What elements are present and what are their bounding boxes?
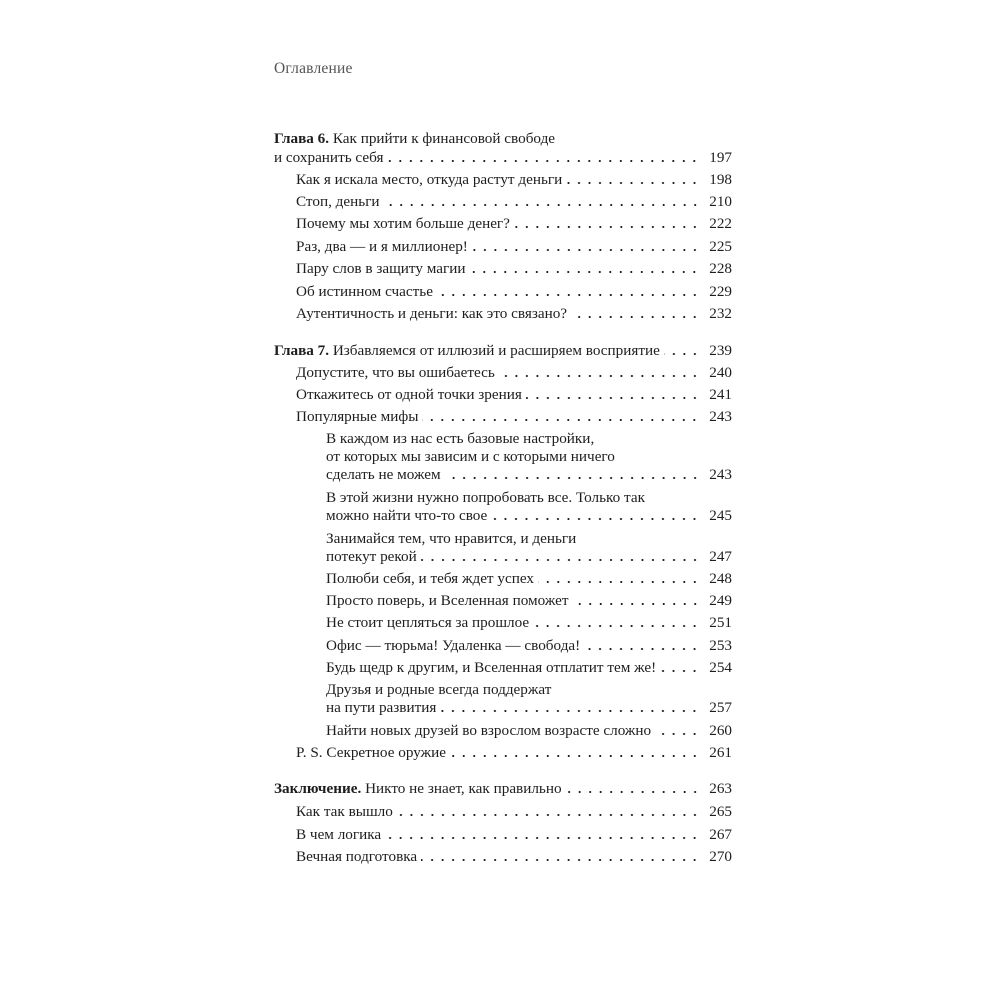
myth-8: Будь щедр к другим, и Вселенная отплатит тем же!: [326, 659, 657, 676]
dot-leader: [440, 708, 700, 714]
page-number: 254: [709, 659, 732, 676]
entry-title: Вечная подготовка: [296, 848, 418, 865]
ch6-title-line1: Как прийти к финансовой свободе: [332, 130, 556, 147]
dot-leader: [421, 557, 700, 563]
dot-leader: [584, 646, 700, 652]
page-number: 265: [709, 803, 732, 820]
dot-leader: [514, 224, 700, 230]
page-number: 249: [709, 592, 732, 609]
myth-7: Офис — тюрьма! Удаленка — свобода!: [326, 637, 581, 654]
dot-leader: [421, 857, 700, 863]
dot-leader: [526, 395, 700, 401]
toc-entry: [326, 720, 732, 742]
page-number: 232: [709, 305, 732, 322]
dot-leader: [385, 835, 700, 841]
page-number: 197: [709, 149, 732, 166]
ch6-entry: [274, 147, 732, 169]
myth-1-line2: от которых мы зависим и с которыми ничего: [326, 448, 615, 465]
ch6-title-line2: и сохранить себя: [274, 149, 384, 166]
conclusion-entry: [274, 778, 732, 800]
toc-entry: [296, 191, 732, 213]
dot-leader: [573, 601, 700, 607]
page-number: 260: [709, 722, 732, 739]
ch7-title: Избавляемся от иллюзий и расширяем восприятие: [332, 342, 660, 359]
myth-2-line2: можно найти что-то свое: [326, 507, 488, 524]
toc-entry: [296, 801, 732, 823]
toc-entry: [296, 824, 732, 846]
entry-title: Откажитесь от одной точки зрения: [296, 386, 522, 403]
myth-1-line3: сделать не можем: [326, 466, 441, 483]
myth-9-line1: Друзья и родные всегда поддержат: [326, 681, 552, 698]
dot-leader: [491, 516, 700, 522]
myth-6: Не стоит цепляться за прошлое: [326, 614, 530, 631]
entry-title: Допустите, что вы ошибаетесь: [296, 364, 495, 381]
dot-leader: [499, 373, 700, 379]
myth-2-line1: В этой жизни нужно попробовать все. Только так: [326, 489, 645, 506]
entry-title: Аутентичность и деньги: как это связано?: [296, 305, 568, 322]
page-number: 239: [709, 342, 732, 359]
page-number: 253: [709, 637, 732, 654]
page-number: 243: [709, 466, 732, 483]
toc-entry: [296, 281, 732, 303]
page-number: 261: [709, 744, 732, 761]
toc-entry: [296, 213, 732, 235]
page-number: 245: [709, 507, 732, 524]
page-number: 225: [709, 238, 732, 255]
entry-title: Раз, два — и я миллионер!: [296, 238, 468, 255]
entry-title: Почему мы хотим больше денег?: [296, 215, 510, 232]
page-number: 267: [709, 826, 732, 843]
toc-entry: [326, 657, 732, 679]
dot-leader: [664, 351, 700, 357]
myth-3-line1: Занимайся тем, что нравится, и деньги: [326, 530, 577, 547]
dot-leader: [655, 731, 700, 737]
toc-entry: [326, 546, 732, 568]
toc-entry: [296, 742, 732, 764]
dot-leader: [538, 579, 700, 585]
toc-entry: [296, 258, 732, 280]
page-number: 257: [709, 699, 732, 716]
conclusion-label: Заключение.: [274, 780, 362, 797]
page-number: 240: [709, 364, 732, 381]
toc-entry: [326, 464, 732, 486]
toc-entry: [326, 568, 732, 590]
toc-entry: [296, 406, 732, 428]
page-number: 248: [709, 570, 732, 587]
page-number: 228: [709, 260, 732, 277]
toc-entry: [326, 612, 732, 634]
myth-3-line2: потекут рекой: [326, 548, 417, 565]
dot-leader: [533, 623, 700, 629]
dot-leader: [660, 668, 700, 674]
myth-5: Просто поверь, и Вселенная поможет: [326, 592, 569, 609]
page-number: 229: [709, 283, 732, 300]
entry-title: Популярные мифы: [296, 408, 419, 425]
dot-leader: [437, 292, 700, 298]
dot-leader: [571, 314, 700, 320]
toc-entry: [296, 846, 732, 868]
page-number: 247: [709, 548, 732, 565]
page-number: 263: [709, 780, 732, 797]
page-number: 243: [709, 408, 732, 425]
dot-leader: [445, 475, 700, 481]
dot-leader: [387, 158, 700, 164]
toc-entry: [296, 236, 732, 258]
page-number: 222: [709, 215, 732, 232]
toc-entry: [326, 590, 732, 612]
dot-leader: [397, 812, 700, 818]
entry-title: P. S. Секретное оружие: [296, 744, 446, 761]
ch7-label: Глава 7.: [274, 342, 330, 359]
myth-4: Полюби себя, и тебя ждет успех: [326, 570, 534, 587]
toc-entry: [326, 635, 732, 657]
conclusion-title: Никто не знает, как правильно: [365, 780, 562, 797]
myth-9-line2: на пути развития: [326, 699, 437, 716]
page-number: 210: [709, 193, 732, 210]
dot-leader: [384, 202, 700, 208]
dot-leader: [472, 247, 700, 253]
page-header: Оглавление: [274, 60, 353, 77]
dot-leader: [469, 269, 700, 275]
dot-leader: [566, 789, 700, 795]
ch7-entry: [274, 340, 732, 362]
myth-1-line1: В каждом из нас есть базовые настройки,: [326, 430, 595, 447]
toc-entry: [296, 303, 732, 325]
entry-title: Как так вышло: [296, 803, 393, 820]
dot-leader: [566, 180, 700, 186]
toc-entry: [296, 384, 732, 406]
entry-title: Пару слов в защиту магии: [296, 260, 466, 277]
dot-leader: [450, 753, 700, 759]
dot-leader: [422, 417, 700, 423]
myth-10: Найти новых друзей во взрослом возрасте сложно: [326, 722, 652, 739]
toc-entry: [326, 697, 732, 719]
page-number: 241: [709, 386, 732, 403]
page-number: 270: [709, 848, 732, 865]
page-number: 251: [709, 614, 732, 631]
entry-title: В чем логика: [296, 826, 382, 843]
entry-title: Как я искала место, откуда растут деньги: [296, 171, 563, 188]
entry-title: Стоп, деньги: [296, 193, 380, 210]
page-number: 198: [709, 171, 732, 188]
ch6-label: Глава 6.: [274, 130, 330, 147]
toc-entry: [326, 505, 732, 527]
toc-entry: [296, 362, 732, 384]
toc-entry: [296, 169, 732, 191]
entry-title: Об истинном счастье: [296, 283, 433, 300]
